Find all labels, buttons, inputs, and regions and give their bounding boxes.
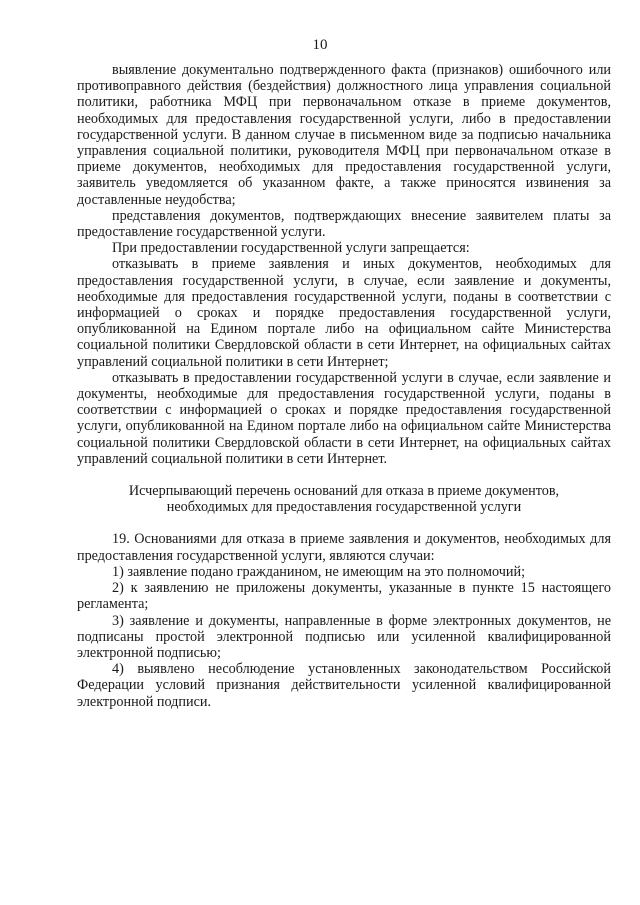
- paragraph-grounds-intro: 19. Основаниями для отказа в приеме заявления и документов, необходимых для предоставления государственной услуги, являются случаи:: [77, 531, 611, 564]
- paragraph-refuse-reception: отказывать в приеме заявления и иных документов, необходимых для предоставления государственной услуги, в случае, если заявление и документы, необходимые для предоставления государственной услуги, поданы в соответствии с информацией о сроках и порядке предоставления государственной услуги, опубликованной на Едином портале либо на официальном сайте Министерства социальной политики Свердловской области в сети Интернет, на официальных сайтах управлений социальной политики в сети Интернет;: [77, 256, 611, 370]
- document-body: [77, 62, 611, 710]
- paragraph-refuse-service: отказывать в предоставлении государственной услуги в случае, если заявление и документы, необходимые для предоставления государственной услуги, поданы в соответствии с информацией о сроках и порядке предоставления государственной услуги, опубликованной на Едином портале либо на официальном сайте Министерства социальной политики Свердловской области в сети Интернет, на официальных сайтах управлений социальной политики в сети Интернет.: [77, 369, 611, 467]
- list-item-3: 3) заявление и документы, направленные в форме электронных документов, не подписаны простой электронной подписью или усиленной квалифицированной электронной подписью;: [77, 612, 611, 661]
- paragraph-prohibited-intro: При предоставлении государственной услуги запрещается:: [112, 240, 470, 257]
- list-item-2: 2) к заявлению не приложены документы, указанные в пункте 15 настоящего регламента;: [77, 580, 611, 613]
- spacer: [77, 515, 611, 531]
- section-heading: Исчерпывающий перечень оснований для отказа в приеме документов, необходимых для предоставления государственной услуги: [128, 483, 560, 516]
- page-number: 10: [312, 37, 328, 53]
- paragraph-payment-docs: представления документов, подтверждающих внесение заявителем платы за предоставление государственной услуги.: [77, 207, 611, 241]
- paragraph-error-fact: выявление документально подтвержденного факта (признаков) ошибочного или противоправного действия (бездействия) должностного лица управления социальной политики, работника МФЦ при первоначальном отказе в приеме документов, необходимых для предоставления государственной услуги, либо в предоставлении государственной услуги. В данном случае в письменном виде за подписью начальника управления социальной политики, руководителя МФЦ при первоначальном отказе в приеме документов, необходимых для предоставления государственной услуги, заявитель уведомляется об указанном факте, а также приносятся извинения за доставленные неудобства;: [77, 62, 611, 208]
- list-item-4: 4) выявлено несоблюдение установленных законодательством Российской Федерации условий признания действительности усиленной квалифицированной электронной подписи.: [77, 661, 611, 710]
- list-item-1: 1) заявление подано гражданином, не имеющим на это полномочий;: [112, 563, 526, 580]
- spacer: [77, 467, 611, 483]
